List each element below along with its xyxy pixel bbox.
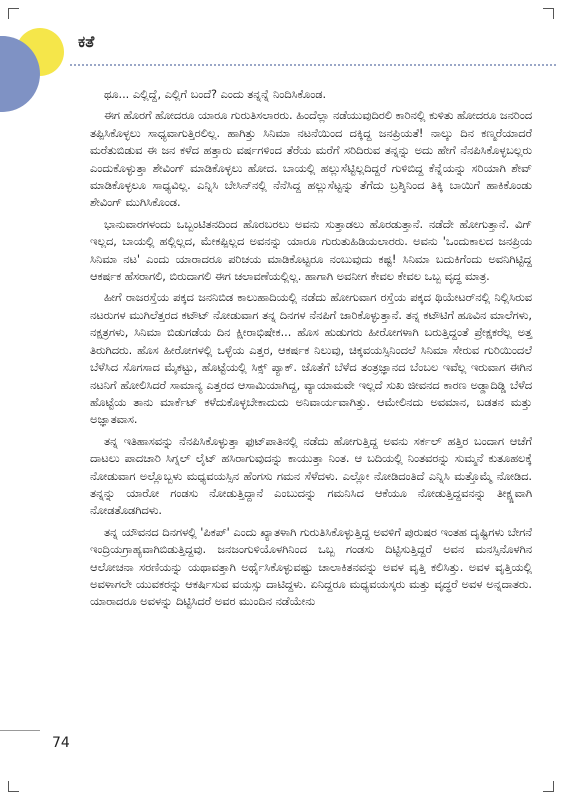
crop-mark-bottom-right	[543, 781, 554, 792]
crop-mark-top-right	[543, 8, 554, 19]
paragraph: ತನ್ನ ಯೌವನದ ದಿನಗಳಲ್ಲಿ 'ಪಿಕಪ್' ಎಂದು ಖ್ಯಾತಳಾಗಿ ಗುರುತಿಸಿಕೊಳ್ಳುತ್ತಿದ್ದ ಅವಳಿಗೆ ಪುರುಷರ ಇಂತಹ ದೃಷ್ಟಿಗಳು ಬೇಗನೆ ಇಂದ್ರಿಯಗ್ರಾಹ್ಯವಾಗಿಬಿಡುತ್ತಿದ್ದವು. ಜನಜಂಗುಳಿಯೊಳಗಿನಿಂದ ಒಬ್ಬ ಗಂಡಸು ದಿಟ್ಟಿಸುತ್ತಿದ್ದರೆ ಅವನ ಮನಸ್ಸಿನೊಳಗಿನ ಆಲೋಚನಾ ಸರಣಿಯನ್ನು ಯಥಾವತ್ತಾಗಿ ಅರ್ಥೈಸಿಕೊಳ್ಳುವಷ್ಟು ಚಾಲಾಕಿತನವನ್ನು ಅವಳ ವೃತ್ತಿ ಕಲಿಸಿತ್ತು. ಅವಳ ವೃತ್ತಿಯಲ್ಲಿ ಅವಳಾಗಲೇ ಯುವಕರನ್ನು ಆಕರ್ಷಿಸುವ ವಯಸ್ಸು ದಾಟಿದ್ದಳು. ಏನಿದ್ದರೂ ಮಧ್ಯವಯಸ್ಕರು ಮತ್ತು ವೃದ್ಧರೆ ಅವಳ ಅನ್ನದಾತರು. ಯಾರಾದರೂ ಅವಳನ್ನು ದಿಟ್ಟಿಸಿದರೆ ಅವರ ಮುಂದಿನ ನಡೆಯೇನು	[90, 525, 532, 609]
paragraph: ಥೂ... ಎಲ್ಲಿದ್ದೆ, ಎಲ್ಲಿಗೆ ಬಂದೆ? ಎಂದು ತನ್ನನ್ನೆ ನಿಂದಿಸಿಕೊಂಡ.	[104, 88, 327, 101]
story-body	[90, 86, 532, 615]
crop-mark-bottom-left	[8, 781, 19, 792]
crop-mark-top-left	[8, 8, 19, 19]
paragraph: ಈಗ ಹೊರಗೆ ಹೋದರೂ ಯಾರೂ ಗುರುತಿಸಲಾರರು. ಹಿಂದೆಲ್ಲಾ ನಡೆಯುವುದಿರಲಿ ಕಾರಿನಲ್ಲಿ ಕುಳಿತು ಹೋದರೂ ಜನರಿಂದ ತಪ್ಪಿಸಿಕೊಳ್ಳಲು ಸಾಧ್ಯವಾಗುತ್ತಿರಲಿಲ್ಲ. ಹಾಗಿತ್ತು ಸಿನಿಮಾ ನಟನೆಯಿಂದ ದಕ್ಕಿದ್ದ ಜನಪ್ರಿಯತೆ! ನಾಲ್ಕು ದಿನ ಕಣ್ಮರೆಯಾದರೆ ಮರೆತುಬಿಡುವ ಈ ಜನ ಕಳೆದ ಹತ್ತಾರು ವರ್ಷಗಳಿಂದ ತೆರೆಯ ಮರೆಗೆ ಸರಿದಿರುವ ತನ್ನನ್ನು ಅದು ಹೇಗೆ ನೆನಪಿಸಿಕೊಳ್ಳಬಲ್ಲರು ಎಂದುಕೊಳ್ಳುತ್ತಾ ಶೇವಿಂಗ್ ಮಾಡಿಕೊಳ್ಳಲು ಹೋದ. ಬಾಯಲ್ಲಿ ಹಲ್ಲುಸೆಟ್ಟಿಲ್ಲದಿದ್ದರೆ ಗುಳಿಬಿದ್ದ ಕೆನ್ನೆಯನ್ನು ಸರಿಯಾಗಿ ಶೇವ್ ಮಾಡಿಕೊಳ್ಳಲೂ ಸಾಧ್ಯವಿಲ್ಲ. ಎನ್ನಿಸಿ ಬೇಸಿನ್‌ನಲ್ಲಿ ನೆನೆಸಿದ್ದ ಹಲ್ಲುಸೆಟ್ಟನ್ನು ತೆಗೆದು ಬ್ರಶ್ಶಿನಿಂದ ತಿಕ್ಕಿ ಬಾಯಿಗೆ ಹಾಕಿಕೊಂಡು ಶೇವಿಂಗ್ ಮುಗಿಸಿಕೊಂಡ.	[90, 109, 532, 210]
footer-rule	[0, 730, 40, 731]
page-number: 74	[52, 735, 70, 751]
paragraph: ಭಾನುವಾರಗಳಂದು ಒಬ್ಬಂಟಿತನದಿಂದ ಹೊರಬರಲು ಅವನು ಸುತ್ತಾಡಲು ಹೊರಡುತ್ತಾನೆ. ನಡೆದೇ ಹೋಗುತ್ತಾನೆ. ವಿಗ್ ಇಲ್ಲದ, ಬಾಯಲ್ಲಿ ಹಲ್ಲಿಲ್ಲದ, ಮೇಕಪ್ಪಿಲ್ಲದ ಅವನನ್ನು ಯಾರೂ ಗುರುತುಹಿಡಿಯಲಾರರು. ಅವನು 'ಒಂದುಕಾಲದ ಜನಪ್ರಿಯ ಸಿನಿಮಾ ನಟ' ಎಂದು ಯಾರಾದರೂ ಪರಿಚಯ ಮಾಡಿಕೊಟ್ಟರೂ ನಂಬುವುದು ಕಷ್ಟ! ಸಿನಿಮಾ ಬದುಕಿಗೆಂದು ಅವನಿಗಿಟ್ಟಿದ್ದ ಆಕರ್ಷಕ ಹೆಸರಾಗಲಿ, ಬಿರುದಾಗಲಿ ಈಗ ಚಲಾವಣೆಯಲ್ಲಿಲ್ಲ. ಹಾಗಾಗಿ ಅವನೀಗ ಕೇವಲ ಕೇವಲ ಒಬ್ಬ ವೃದ್ಧ ಮಾತ್ರ.	[90, 217, 532, 284]
paragraph: ಹೀಗೆ ರಾಜರಸ್ತೆಯ ಪಕ್ಕದ ಜನನಿಬಿಡ ಕಾಲುಹಾದಿಯಲ್ಲಿ ನಡೆದು ಹೋಗುವಾಗ ರಸ್ತೆಯ ಪಕ್ಕದ ಥಿಯೇಟರ್‌ನಲ್ಲಿ ನಿಲ್ಲಿಸಿರುವ ನಟರುಗಳ ಮುಗಿಲೆತ್ತರದ ಕಟೌಟ್ ನೋಡುವಾಗ ತನ್ನ ದಿನಗಳ ನೆನಪಿಗೆ ಜಾರಿಕೊಳ್ಳುತ್ತಾನೆ. ತನ್ನ ಕಟೌಟಿಗೆ ಹೂವಿನ ಮಾಲೆಗಳು, ನಕ್ಷತ್ರಗಳು, ಸಿನಿಮಾ ಬಿಡುಗಡೆಯ ದಿನ ಕ್ಷೀರಾಭಿಷೇಕ... ಹೊಸ ಹುಡುಗರು ಹೀರೋಗಳಾಗಿ ಬರುತ್ತಿದ್ದಂತೆ ಪ್ರೇಕ್ಷಕರೆಲ್ಲ ಅತ್ತ ತಿರುಗಿದರು. ಹೊಸ ಹೀರೋಗಳಲ್ಲಿ ಒಳ್ಳೆಯ ಎತ್ತರ, ಆಕರ್ಷಕ ನಿಲುವು, ಚಿಕ್ಕವಯಸ್ಸಿನಿಂದಲೆ ಸಿನಿಮಾ ಸೇರುವ ಗುರಿಯಿಂದಲೆ ಬೆಳೆಸಿದ ಸೊಗಸಾದ ಮೈಕಟ್ಟು, ಹೊಟ್ಟೆಯಲ್ಲಿ ಸಿಕ್ಸ್ ಪ್ಯಾಕ್. ಜೊತೆಗೆ ಬೆಳೆದ ತಂತ್ರಜ್ಞಾನದ ಬೆಂಬಲ ಇವೆಲ್ಲ ಇರುವಾಗ ಈಗಿನ ನಟನಿಗೆ ಹೋಲಿಸಿದರೆ ಸಾಮಾನ್ಯ ಎತ್ತರದ ಆಸಾಮಿಯಾಗಿದ್ದ, ವ್ಯಾಯಾಮವೇ ಇಲ್ಲದೆ ಸುಖ ಜೀವನದ ಕಾರಣ ಅಡ್ಡಾದಿಡ್ಡಿ ಬೆಳೆದ ಹೊಟ್ಟೆಯ ತಾನು ಮಾರ್ಕೆಟ್ ಕಳೆದುಕೊಳ್ಳಬೇಕಾದುದು ಅನಿವಾರ್ಯವಾಗಿತ್ತು. ಆಮೇಲಿನದು ಅವಮಾನ, ಬಡತನ ಮತ್ತು ಅಜ್ಞಾತವಾಸ.	[90, 291, 532, 427]
decorative-circles	[0, 26, 70, 116]
paragraph: ತನ್ನ ಇತಿಹಾಸವನ್ನು ನೆನಪಿಸಿಕೊಳ್ಳುತ್ತಾ ಫುಟ್‌ಪಾತಿನಲ್ಲಿ ನಡೆದು ಹೋಗುತ್ತಿದ್ದ ಅವನು ಸರ್ಕಲ್ ಹತ್ತಿರ ಬಂದಾಗ ಆಚೆಗೆ ದಾಟಲು ಪಾದಚಾರಿ ಸಿಗ್ನಲ್ ಲೈಟ್ ಹಸಿರಾಗುವುದನ್ನು ಕಾಯುತ್ತಾ ನಿಂತ. ಆ ಬದಿಯಲ್ಲಿ ನಿಂತವರನ್ನು ಸುಮ್ಮನೆ ಕುತೂಹಲಕ್ಕೆ ನೋಡುವಾಗ ಅಲ್ಲೊಬ್ಬಳು ಮಧ್ಯವಯಸ್ಸಿನ ಹೆಂಗಸು ಗಮನ ಸೆಳೆದಳು. ಎಲ್ಲೋ ನೋಡಿದಂತಿದೆ ಎನ್ನಿಸಿ ಮತ್ತೊಮ್ಮೆ ನೋಡಿದ. ತನ್ನನ್ನು ಯಾರೋ ಗಂಡಸು ನೋಡುತ್ತಿದ್ದಾನೆ ಎಂಬುದನ್ನು ಗಮನಿಸಿದ ಆಕೆಯೂ ನೋಡುತ್ತಿದ್ದವನನ್ನು ತೀಕ್ಷ್ಣವಾಗಿ ನೋಡತೊಡಗಿದಳು.	[90, 434, 532, 518]
section-title: ಕತೆ	[78, 32, 95, 51]
header-dotted-rule	[70, 64, 556, 66]
